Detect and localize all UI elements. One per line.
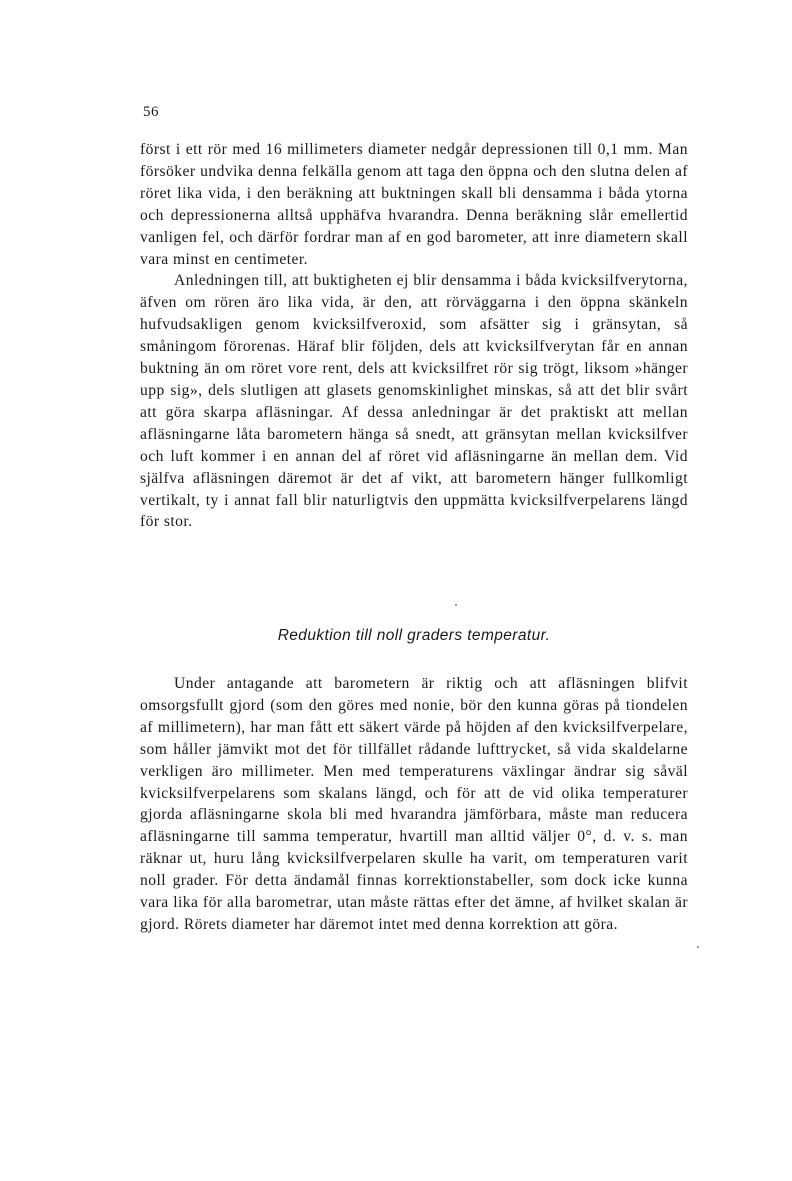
section-heading: Reduktion till noll graders temperatur. [277, 627, 551, 644]
paragraph-continued: först i ett rör med 16 millimeters diameter nedgår depressionen till 0,1 mm. Man försöker undvika denna felkälla genom att taga den öppna och den slutna delen af röret lika vida, i den beräkning att buktningen skall bli densamma i båda ytorna och depressionerna alltså upphäfva hvarandra. Denna beräkning slår emellertid vanligen fel, och därför fordrar man af en god barometer, att inre diametern skall vara minst en centimeter. [140, 141, 688, 268]
body-text-section [140, 673, 688, 936]
paragraph-anledningen: Anledningen till, att buktigheten ej blir densamma i båda kvicksilfverytorna, äfven om rören äro lika vida, är den, att rörväggarna i den öppna skänkeln hufvudsakligen genom kvicksilfveroxid, som afsätter sig i gränsytan, så småningom förorenas. Häraf blir följden, dels att kvicksilfverytan får en annan buktning än om röret vore rent, dels att kvicksilfret rör sig trögt, liksom »hänger upp sig», dels slutligen att glasets genomskinlighet minskas, så att det blir svårt att göra skarpa afläsningar. Af dessa anledningar är det praktiskt att mellan afläsningarne låta barometern hänga så snedt, att gränsytan mellan kvicksilfver och luft kommer i en annan del af röret vid afläsningarne än mellan dem. Vid själfva afläsningen däremot är det af vikt, att barometern hänger fullkomligt vertikalt, ty i annat fall blir naturligtvis den uppmätta kvicksilfverpelarens längd för stor. [140, 272, 688, 531]
body-text-top [140, 139, 688, 533]
print-speck [455, 604, 457, 606]
page-number: 56 [143, 104, 159, 120]
print-speck [697, 946, 699, 948]
paragraph-reduktion: Under antagande att barometern är riktig och att afläsningen blifvit omsorgsfullt gjord (som den göres med nonie, bör den kunna göras på tiondelen af millimetern), har man fått ett säkert värde på höjden af den kvicksilfverpelare, som håller jämvikt mot det för tillfället rådande lufttrycket, så vida skaldelarne verkligen äro millimeter. Men med temperaturens växlingar ändrar sig såväl kvicksilfverpelarens som skalans längd, och för att de vid olika temperaturer gjorda afläsningarne skola bli med hvarandra jämförbara, måste man reducera afläsningarne till samma temperatur, hvartill man alltid väljer 0°, d. v. s. man räknar ut, huru lång kvicksilfverpelaren skulle ha varit, om temperaturen varit noll grader. För detta ändamål finnas korrektionstabeller, som dock icke kunna vara lika för alla barometrar, utan måste rättas efter det ämne, af hvilket skalan är gjord. Rörets diameter har däremot intet med denna korrektion att göra. [140, 675, 688, 933]
